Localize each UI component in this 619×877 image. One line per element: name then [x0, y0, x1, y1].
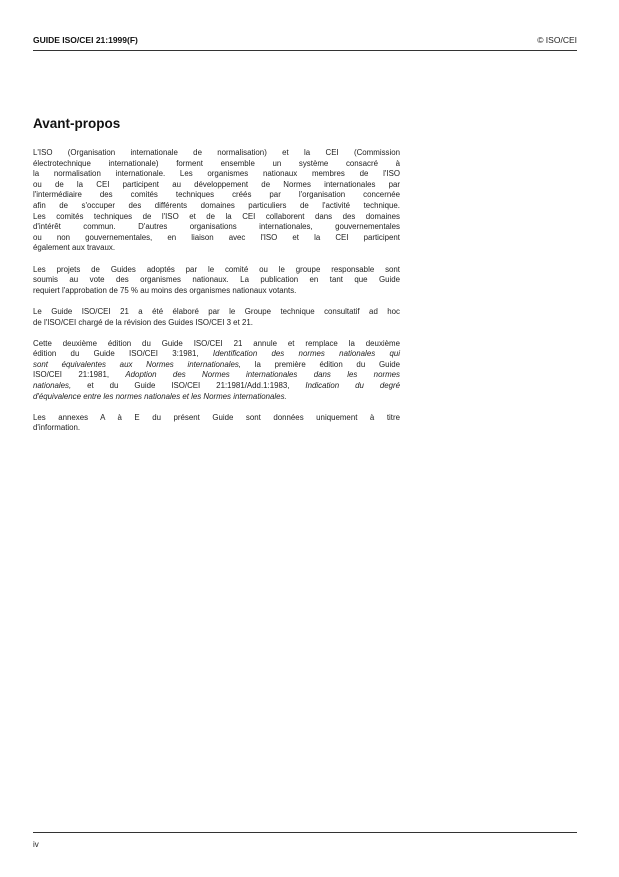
text-line: [33, 243, 400, 254]
text-line: [33, 307, 400, 318]
text-line: [33, 148, 400, 159]
text-segment: édition du Guide ISO/CEI 3:1981,: [33, 349, 213, 359]
body-text: [33, 148, 400, 445]
text-line: [33, 212, 400, 223]
paragraph: [33, 265, 400, 297]
text-line: [33, 349, 400, 360]
italic-title-text: Indication du degré: [305, 381, 401, 391]
text-line: [33, 392, 400, 403]
text-segment: électrotechnique internationale) forment ensemble un système consacré à: [33, 158, 400, 168]
text-line: [33, 265, 400, 276]
footer-rule: [33, 832, 577, 833]
text-segment: d'information.: [33, 423, 81, 433]
italic-title-text: Adoption des Normes internationales dans les normes: [125, 370, 400, 380]
text-segment: Les projets de Guides adoptés par le comité ou le groupe responsable sont: [33, 264, 400, 274]
text-segment: Les comités techniques de l'ISO et de la CEI collaborent dans des domaines: [33, 211, 400, 221]
header-document-id: GUIDE ISO/CEI 21:1999(F): [33, 35, 138, 45]
text-segment: L'ISO (Organisation internationale de normalisation) et la CEI (Commission: [33, 148, 400, 157]
text-segment: Cette deuxième édition du Guide ISO/CEI 21 annule et remplace la deuxième: [33, 338, 400, 348]
header-rule: [33, 50, 577, 51]
text-segment: de l'ISO/CEI chargé de la révision des Guides ISO/CEI 3 et 21.: [33, 317, 253, 327]
text-segment: d'intérêt commun. D'autres organisations internationales, gouvernementales: [33, 222, 400, 232]
text-segment: ou de la CEI participent au développement de Normes internationales par: [33, 179, 400, 189]
paragraph: [33, 307, 400, 328]
italic-title-text: sont équivalentes aux Normes internationales,: [33, 359, 241, 369]
text-line: [33, 159, 400, 170]
text-line: [33, 233, 400, 244]
text-segment: ISO/CEI 21:1981,: [33, 370, 126, 380]
paragraph: [33, 413, 400, 434]
text-line: [33, 413, 400, 424]
text-segment: Le Guide ISO/CEI 21 a été élaboré par le Groupe technique consultatif ad hoc: [33, 306, 400, 316]
text-segment: l'intermédiaire des comités techniques créés par l'organisation concernée: [33, 190, 400, 200]
text-segment: afin de s'occuper des différents domaines particuliers de l'activité technique.: [33, 200, 400, 210]
text-line: [33, 222, 400, 233]
text-line: [33, 360, 400, 371]
text-line: [33, 339, 400, 350]
text-line: [33, 275, 400, 286]
paragraph: [33, 339, 400, 403]
page-title: Avant-propos: [33, 116, 121, 131]
text-segment: et du Guide ISO/CEI 21:1981/Add.1:1983,: [71, 381, 306, 391]
text-line: [33, 370, 400, 381]
italic-title-text: nationales,: [33, 381, 72, 391]
text-line: [33, 201, 400, 212]
text-segment: la première édition du Guide: [241, 359, 400, 369]
text-segment: la normalisation internationale. Les organismes nationaux membres de l'ISO: [33, 169, 400, 179]
paragraph: [33, 148, 400, 254]
text-line: [33, 169, 400, 180]
page-number: iv: [33, 840, 39, 849]
text-line: [33, 286, 400, 297]
header-copyright: © ISO/CEI: [537, 35, 577, 45]
text-segment: Les annexes A à E du présent Guide sont données uniquement à titre: [33, 412, 400, 422]
text-line: [33, 381, 400, 392]
text-segment: également aux travaux.: [33, 243, 116, 253]
italic-title-text: d'équivalence entre les normes nationales et les Normes internationales.: [33, 391, 287, 401]
text-line: [33, 180, 400, 191]
italic-title-text: Identification des normes nationales qui: [212, 349, 400, 359]
text-line: [33, 423, 400, 434]
text-line: [33, 318, 400, 329]
text-segment: requiert l'approbation de 75 % au moins des organismes nationaux votants.: [33, 285, 297, 295]
text-segment: ou non gouvernementales, en liaison avec l'ISO et la CEI participent: [33, 232, 400, 242]
text-segment: soumis au vote des organismes nationaux. La publication en tant que Guide: [33, 275, 400, 285]
text-line: [33, 190, 400, 201]
